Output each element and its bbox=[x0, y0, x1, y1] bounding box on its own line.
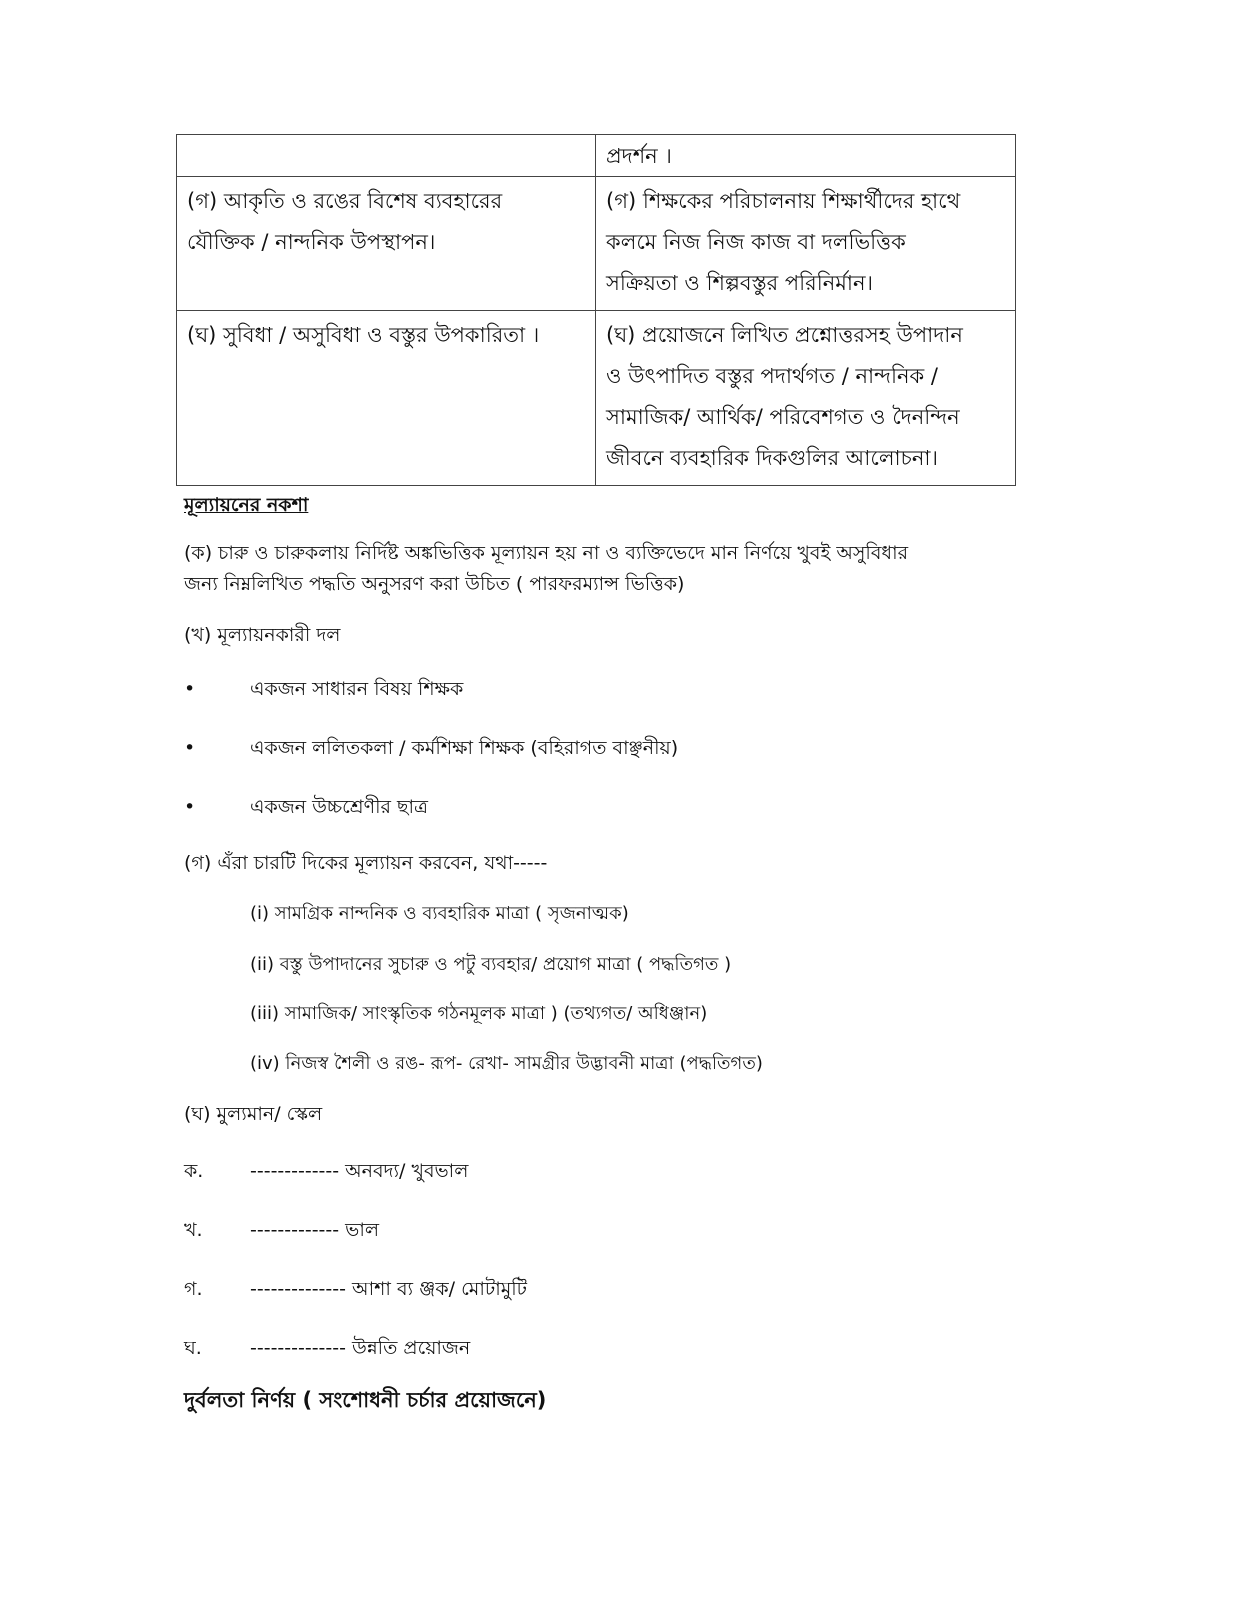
table-row bbox=[177, 135, 1016, 177]
bullet-icon: • bbox=[184, 737, 196, 759]
table-cell-left bbox=[177, 135, 596, 177]
table-cell-left: (গ) আকৃতি ও রঙের বিশেষ ব্যবহারের যৌক্তিক / নান্দনিক উপস্থাপন। bbox=[177, 177, 596, 311]
aspect-item: (iii) সামাজিক/ সাংস্কৃতিক গঠনমূলক মাত্রা ) (তথ্যগত/ অধিঞ্জান) bbox=[250, 1003, 708, 1024]
evaluation-heading: মূল্যায়নের নকশা bbox=[184, 494, 309, 516]
weakness-heading: দুর্বলতা নির্ণয় ( সংশোধনী চর্চার প্রয়োজনে) bbox=[184, 1388, 547, 1412]
table-cell-right: (ঘ) প্রয়োজনে লিখিত প্রশ্নোত্তরসহ উপাদান ও উৎপাদিত বস্তুর পদার্থগত / নান্দনিক / সামাজিক/ আর্থিক/ পরিবেশগত ও দৈনন্দিন জীবনে ব্যবহারিক দিকগুলির আলোচনা। bbox=[596, 311, 1016, 486]
evaluation-ka-paragraph: (ক) চারু ও চারুকলায় নির্দিষ্ট অঙ্কভিত্তিক মূল্যায়ন হয় না ও ব্যক্তিভেদে মান নির্ণয়ে খুবই অসুবিধার জন্য নিম্নলিখিত পদ্ধতি অনুসরণ করা উচিত ( পারফরম্যান্স ভিত্তিক) bbox=[184, 542, 909, 595]
table-row bbox=[177, 311, 1016, 486]
table-cell-left: (ঘ) সুবিধা / অসুবিধা ও বস্তুর উপকারিতা । bbox=[177, 311, 596, 486]
table-cell-right: (গ) শিক্ষকের পরিচালনায় শিক্ষার্থীদের হাথে কলমে নিজ নিজ কাজ বা দলভিত্তিক সক্রিয়তা ও শিল্পবস্তুর পরিনির্মান। bbox=[596, 177, 1016, 311]
bullet-icon: • bbox=[184, 678, 196, 700]
bullet-icon: • bbox=[184, 796, 196, 818]
table-row bbox=[177, 177, 1016, 311]
aspect-item: (ii) বস্তু উপাদানের সুচারু ও পটু ব্যবহার/ প্রয়োগ মাত্রা ( পদ্ধতিগত ) bbox=[250, 954, 732, 975]
activity-table bbox=[176, 134, 1016, 486]
document-page: প্রদর্শন । (গ) আকৃতি ও রঙের বিশেষ ব্যবহারের যৌক্তিক / নান্দনিক উপস্থাপন। (গ) শিক্ষকের পরিচালনায় শিক্ষার্থীদের হাথে কলমে নিজ নিজ কাজ বা দলভিত্তিক সক্রিয়তা ও শিল্পবস্তুর পরিনির্মান। (ঘ) সুবিধা / অসুবিধা ও বস্তুর উপকারিতা । (ঘ) প্রয়োজনে লিখিত প্রশ্নোত্তরসহ উপাদান ও উৎপাদিত বস্তুর পদার্থগত / নান্দনিক / সামাজিক/ আর্থিক/ পরিবেশগত ও দৈনন্দিন জীবনে ব্যবহারিক দিকগুলির আলোচনা। মূল্যায়নের নকশা (ক) চারু ও চারুকলায় নির্দিষ্ট অঙ্কভিত্তিক মূল্যায়ন হয় না ও ব্যক্তিভেদে মান নির্ণয়ে খুবই অসুবিধার জন্য নিম্নলিখিত পদ্ধতি অনুসরণ করা উচিত ( পারফরম্যান্স ভিত্তিক) (খ) মূল্যায়নকারী দল • একজন সাধারন বিষয় শিক্ষক • একজন ললিতকলা / কর্মশিক্ষা শিক্ষক (বহিরাগত বাঞ্ছনীয়) • একজন উচ্চশ্রেণীর ছাত্র (গ) এঁরা চারটি দিকের মূল্যায়ন করবেন, যথা----- (i) সামগ্রিক নান্দনিক ও ব্যবহারিক মাত্রা ( সৃজনাত্মক) (ii) বস্তু উপাদানের সুচারু ও পটু ব্যবহার/ প্রয়োগ মাত্রা ( পদ্ধতিগত ) (iii) সামাজিক/ সাংস্কৃতিক গঠনমূলক মাত্রা ) (তথ্যগত/ অধিঞ্জান) (iv) নিজস্ব শৈলী ও রঙ- রূপ- রেখা- সামগ্রীর উদ্ভাবনী মাত্রা (পদ্ধতিগত) (ঘ) মুল্যমান/ স্কেল ক. ------------- অনবদ্য/ খুবভাল খ. ------------- ভাল গ. -------------- আশা ব্য ঞ্জক/ মোটামুটি ঘ. -------------- উন্নতি প্রয়োজন দুর্বলতা নির্ণয় ( সংশোধনী চর্চার প্রয়োজনে) bbox=[0, 0, 1237, 1600]
table-cell-right: প্রদর্শন । bbox=[596, 135, 1016, 177]
scale-label: (ঘ) মুল্যমান/ স্কেল bbox=[184, 1103, 323, 1125]
evaluator-team-label: (খ) মূল্যায়নকারী দল bbox=[184, 624, 341, 646]
aspect-item: (i) সামগ্রিক নান্দনিক ও ব্যবহারিক মাত্রা ( সৃজনাত্মক) bbox=[250, 903, 629, 924]
aspects-label: (গ) এঁরা চারটি দিকের মূল্যায়ন করবেন, যথা----- bbox=[184, 852, 548, 874]
aspect-item: (iv) নিজস্ব শৈলী ও রঙ- রূপ- রেখা- সামগ্রীর উদ্ভাবনী মাত্রা (পদ্ধতিগত) bbox=[250, 1053, 763, 1074]
